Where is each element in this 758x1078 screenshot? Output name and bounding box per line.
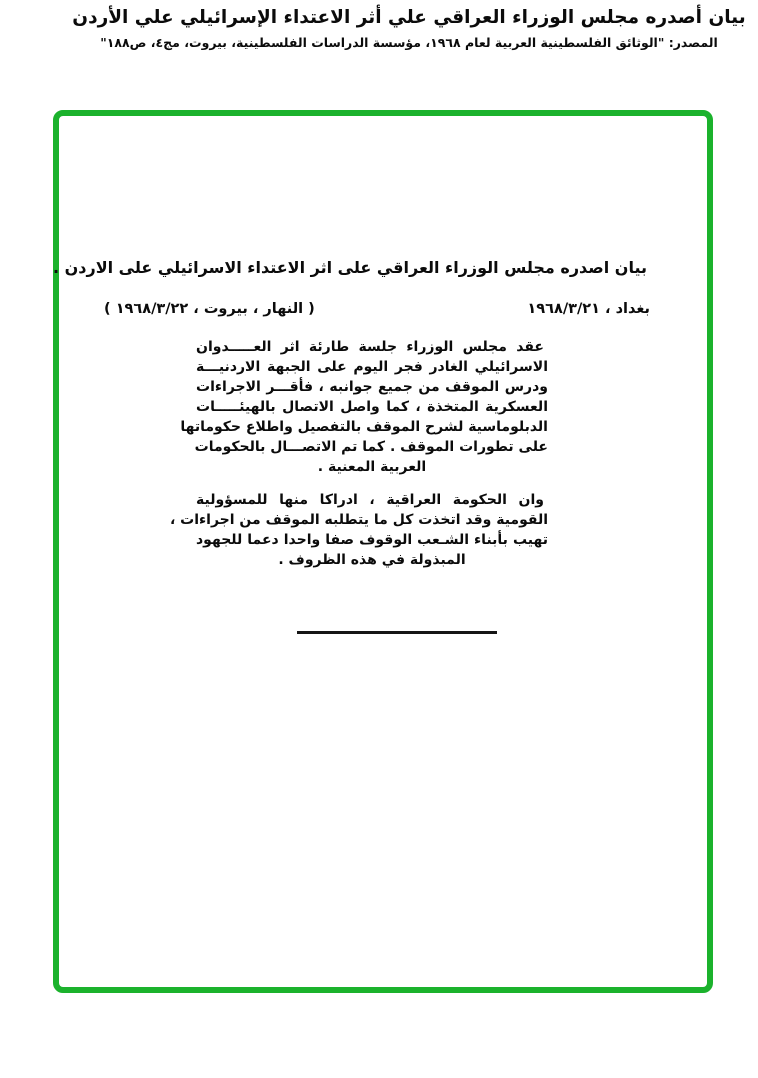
text-line: ودرس الموقف من جميع جوانبه ، فأقـــر الاجراءات: [196, 379, 548, 395]
header-title: بيان أصدره مجلس الوزراء العراقي علي أثر الاعتداء الإسرائيلي علي الأردن: [72, 7, 746, 28]
dateline-place-date: بغداد ، ١٩٦٨/٣/٢١: [527, 301, 650, 317]
text-line: على تطورات الموقف . كما تم الاتصـــال بالحكومات: [194, 439, 548, 455]
document-title: بيان اصدره مجلس الوزراء العراقي على اثر الاعتداء الاسرائيلي على الاردن .: [52, 258, 647, 277]
document-body: [169, 337, 548, 570]
text-line: العسكرية المتخذة ، كما واصل الاتصال بالهيئـــــات: [196, 399, 548, 415]
dateline-newspaper-ref: ( النهار ، بيروت ، ١٩٦٨/٣/٢٢ ): [104, 301, 315, 317]
header-source-citation: المصدر: "الوثائق الفلسطينية العربية لعام ١٩٦٨، مؤسسة الدراسات الفلسطينية، بيروت، مج٤، ص١٨٨": [100, 35, 718, 50]
text-line: تهيب بأبناء الشـعب الوقوف صفا واحدا دعما للجهود: [196, 532, 548, 548]
divider-line: [297, 631, 497, 634]
green-scan-frame: [53, 110, 713, 993]
text-line: وان الحكومة العراقية ، ادراكا منها للمسؤولية: [196, 492, 544, 508]
text-line: الاسرائيلي الغادر فجر اليوم على الجبهة الاردنيـــة: [196, 359, 548, 375]
page-header: [62, 7, 756, 50]
text-line: عقد مجلس الوزراء جلسة طارئة اثر العـــــدوان: [196, 339, 544, 355]
text-line: المبذولة في هذه الظروف .: [278, 552, 466, 568]
text-line: العربية المعنية .: [317, 459, 427, 475]
paragraph: [180, 337, 548, 477]
text-line: الدبلوماسية لشرح الموقف بالتفصيل واطلاع حكوماتها: [180, 419, 548, 435]
paragraph: [169, 490, 548, 570]
dateline-row: [104, 301, 650, 317]
text-line: القومية وقد اتخذت كل ما يتطلبه الموقف من اجراءات ،: [169, 512, 548, 528]
